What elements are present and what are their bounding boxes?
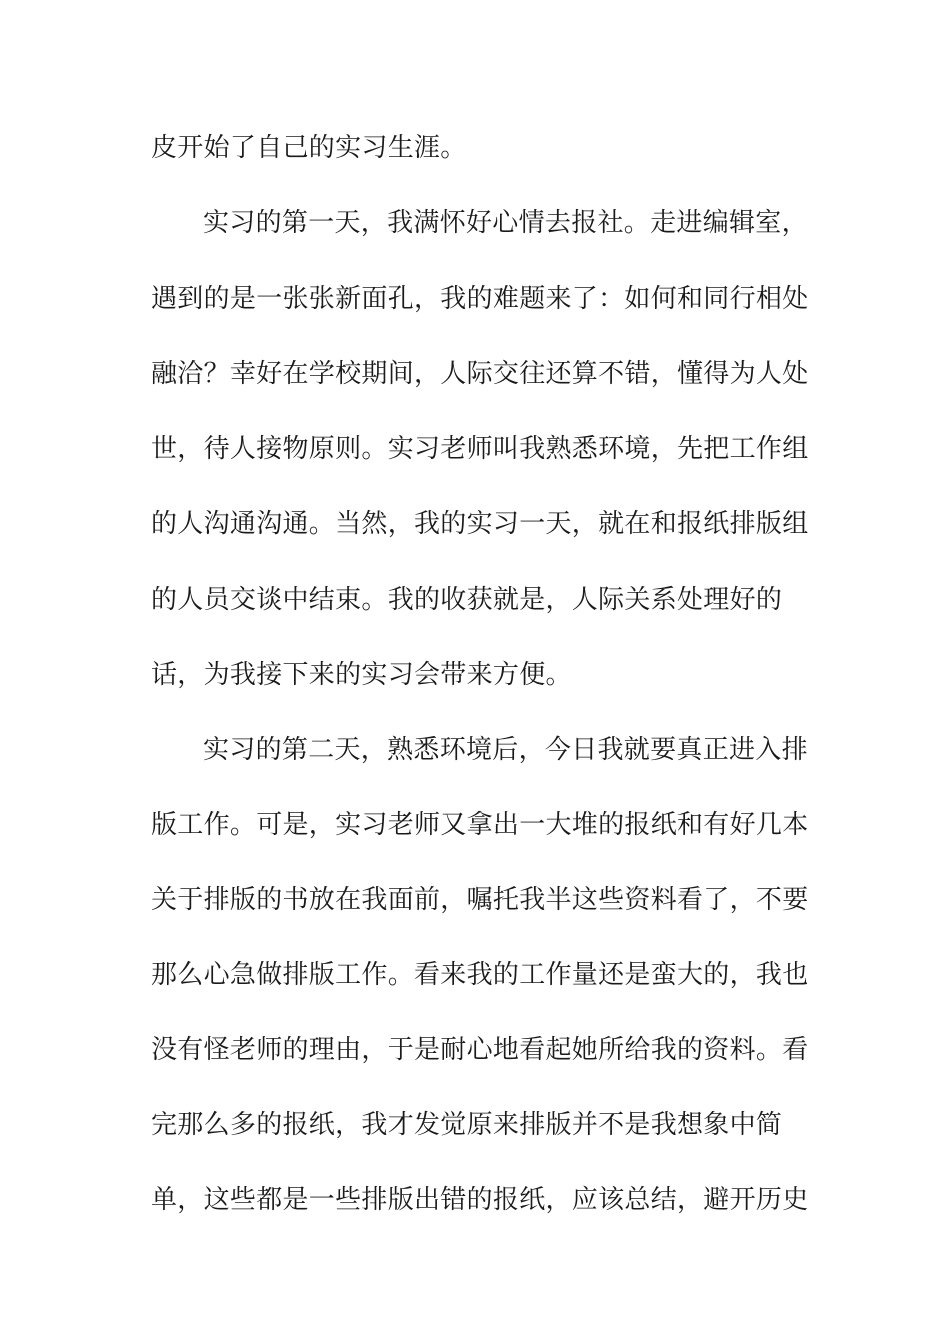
text-line: 的人员交谈中结束。我的收获就是，人际关系处理好的: [151, 585, 783, 615]
text-line: 版工作。可是，实习老师又拿出一大堆的报纸和有好几本: [151, 810, 809, 840]
text-line: 融洽？幸好在学校期间，人际交往还算不错，懂得为人处: [151, 359, 809, 389]
text-line: 世，待人接物原则。实习老师叫我熟悉环境，先把工作组: [151, 434, 809, 464]
text-line: 皮开始了自己的实习生涯。: [151, 133, 467, 163]
text-line: 没有怪老师的理由，于是耐心地看起她所给我的资料。看: [151, 1035, 809, 1065]
text-line: 完那么多的报纸，我才发觉原来排版并不是我想象中简: [151, 1110, 783, 1140]
text-line: 遇到的是一张张新面孔，我的难题来了：如何和同行相处: [151, 284, 809, 314]
text-line: 那么心急做排版工作。看来我的工作量还是蛮大的，我也: [151, 960, 809, 990]
text-line: 关于排版的书放在我面前，嘱托我半这些资料看了，不要: [151, 885, 809, 915]
text-line: 的人沟通沟通。当然，我的实习一天，就在和报纸排版组: [151, 509, 809, 539]
text-line: 单，这些都是一些排版出错的报纸，应该总结，避开历史: [151, 1185, 809, 1215]
text-line: 话，为我接下来的实习会带来方便。: [151, 660, 572, 690]
paragraph-first-line: 实习的第一天，我满怀好心情去报社。走进编辑室，: [203, 208, 808, 238]
paragraph-first-line: 实习的第二天，熟悉环境后，今日我就要真正进入排: [203, 735, 808, 765]
